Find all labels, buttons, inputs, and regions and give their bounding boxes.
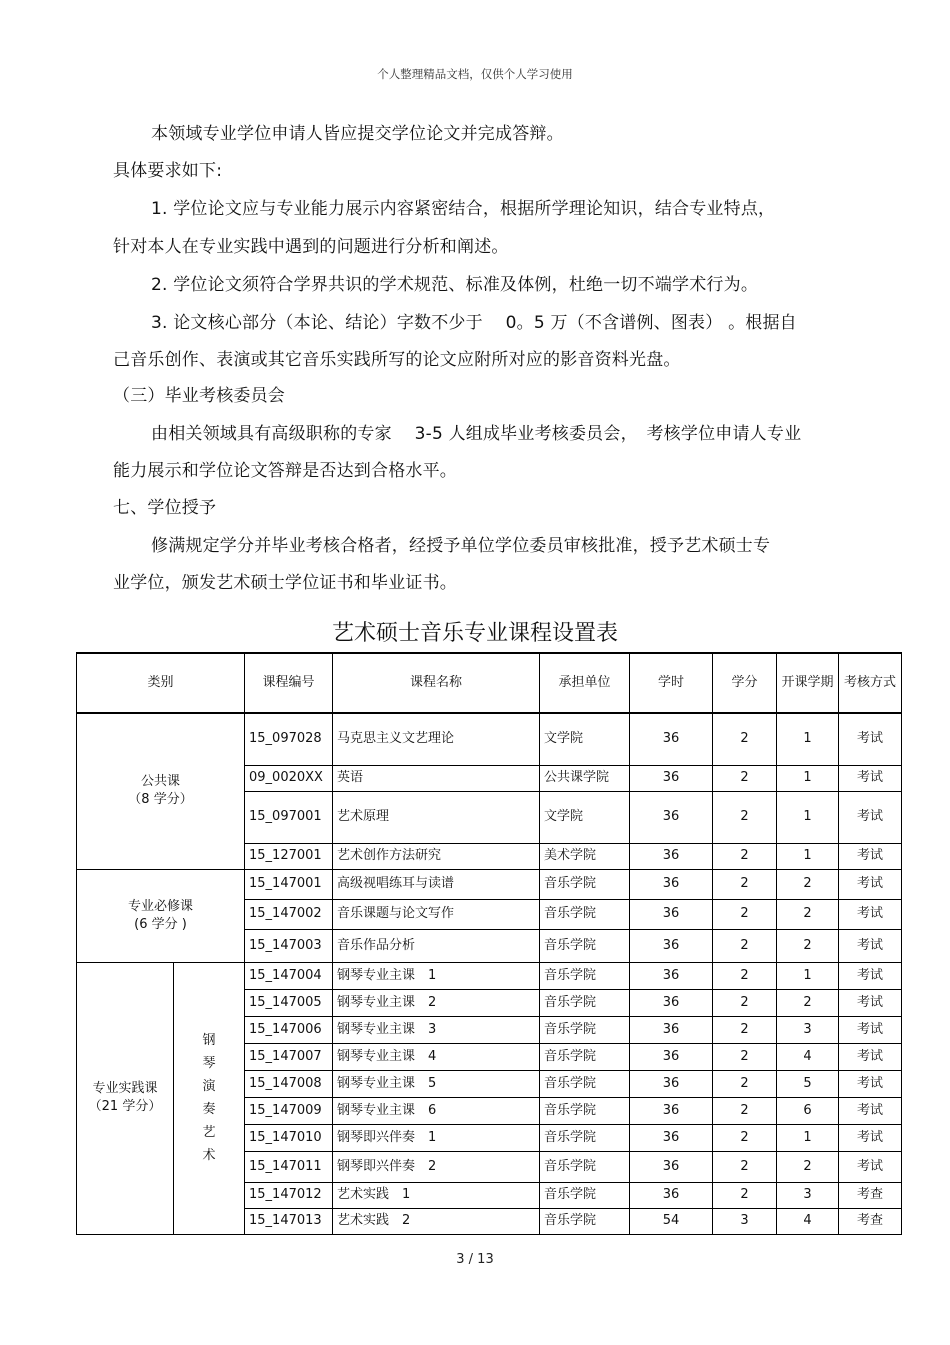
course-name: 艺术实践 1 bbox=[333, 1182, 540, 1208]
course-code: 15_147010 bbox=[245, 1124, 333, 1151]
course-exam: 考试 bbox=[839, 1124, 902, 1151]
course-credit: 2 bbox=[713, 899, 777, 929]
course-term: 2 bbox=[777, 899, 839, 929]
course-hours: 36 bbox=[630, 1151, 713, 1182]
paragraph: 针对本人在专业实践中遇到的问题进行分析和阐述。 bbox=[113, 237, 509, 257]
course-name: 高级视唱练耳与读谱 bbox=[333, 869, 540, 899]
course-unit: 音乐学院 bbox=[540, 1182, 630, 1208]
course-exam: 考试 bbox=[839, 1070, 902, 1097]
course-term: 1 bbox=[777, 843, 839, 869]
subgroup-name: 钢琴演奏艺术 bbox=[202, 1033, 216, 1163]
course-exam: 考试 bbox=[839, 989, 902, 1016]
course-name: 钢琴即兴伴奏 2 bbox=[333, 1151, 540, 1182]
course-term: 1 bbox=[777, 791, 839, 843]
course-credit: 2 bbox=[713, 962, 777, 989]
course-name: 艺术原理 bbox=[333, 791, 540, 843]
course-credit: 2 bbox=[713, 1182, 777, 1208]
course-name: 钢琴专业主课 3 bbox=[333, 1016, 540, 1043]
page-number: 3 / 13 bbox=[456, 1252, 494, 1267]
group-credits: （21 学分） bbox=[88, 1099, 162, 1114]
group-practice bbox=[77, 962, 174, 1234]
course-hours: 36 bbox=[630, 1124, 713, 1151]
course-unit: 音乐学院 bbox=[540, 989, 630, 1016]
course-name: 英语 bbox=[333, 765, 540, 791]
course-unit: 音乐学院 bbox=[540, 1016, 630, 1043]
paragraph: 能力展示和学位论文答辩是否达到合格水平。 bbox=[113, 461, 457, 481]
course-code: 15_147002 bbox=[245, 899, 333, 929]
course-name: 马克思主义文艺理论 bbox=[333, 713, 540, 765]
course-code: 15_147003 bbox=[245, 929, 333, 962]
table-row bbox=[77, 713, 902, 765]
course-term: 4 bbox=[777, 1043, 839, 1070]
course-unit: 音乐学院 bbox=[540, 929, 630, 962]
course-credit: 3 bbox=[713, 1208, 777, 1234]
course-unit: 音乐学院 bbox=[540, 1151, 630, 1182]
course-hours: 36 bbox=[630, 899, 713, 929]
course-credit: 2 bbox=[713, 1124, 777, 1151]
course-hours: 36 bbox=[630, 1070, 713, 1097]
course-term: 1 bbox=[777, 1124, 839, 1151]
course-exam: 考试 bbox=[839, 1097, 902, 1124]
course-exam: 考查 bbox=[839, 1182, 902, 1208]
course-credit: 2 bbox=[713, 1043, 777, 1070]
course-unit: 公共课学院 bbox=[540, 765, 630, 791]
course-credit: 2 bbox=[713, 765, 777, 791]
course-exam: 考试 bbox=[839, 1016, 902, 1043]
course-code: 15_147011 bbox=[245, 1151, 333, 1182]
section-heading: 七、学位授予 bbox=[113, 498, 217, 518]
course-code: 15_147006 bbox=[245, 1016, 333, 1043]
course-name: 音乐课题与论文写作 bbox=[333, 899, 540, 929]
course-exam: 考试 bbox=[839, 899, 902, 929]
group-credits: (6 学分 ) bbox=[134, 916, 187, 932]
course-unit: 音乐学院 bbox=[540, 962, 630, 989]
course-unit: 音乐学院 bbox=[540, 1124, 630, 1151]
course-unit: 文学院 bbox=[540, 791, 630, 843]
group-name: 公共课 bbox=[141, 774, 181, 790]
header-exam: 考核方式 bbox=[839, 653, 902, 713]
course-exam: 考试 bbox=[839, 843, 902, 869]
header-course-code: 课程编号 bbox=[245, 653, 333, 713]
course-code: 15_147005 bbox=[245, 989, 333, 1016]
paragraph: 业学位，颁发艺术硕士学位证书和毕业证书。 bbox=[113, 573, 457, 593]
course-credit: 2 bbox=[713, 1016, 777, 1043]
course-hours: 36 bbox=[630, 869, 713, 899]
course-name: 钢琴专业主课 2 bbox=[333, 989, 540, 1016]
course-credit: 2 bbox=[713, 1097, 777, 1124]
course-code: 15_147008 bbox=[245, 1070, 333, 1097]
table-title: 艺术硕士音乐专业课程设置表 bbox=[331, 621, 618, 646]
course-hours: 36 bbox=[630, 843, 713, 869]
course-term: 1 bbox=[777, 765, 839, 791]
header-category: 类别 bbox=[77, 653, 245, 713]
course-code: 15_097001 bbox=[245, 791, 333, 843]
course-exam: 考试 bbox=[839, 1043, 902, 1070]
course-credit: 2 bbox=[713, 869, 777, 899]
paragraph: 本领域专业学位申请人皆应提交学位论文并完成答辩。 bbox=[151, 124, 564, 144]
course-name: 音乐作品分析 bbox=[333, 929, 540, 962]
header-credits: 学分 bbox=[713, 653, 777, 713]
table-row bbox=[77, 962, 902, 989]
header-unit: 承担单位 bbox=[540, 653, 630, 713]
course-name: 钢琴专业主课 4 bbox=[333, 1043, 540, 1070]
course-term: 6 bbox=[777, 1097, 839, 1124]
group-credits: （8 学分） bbox=[128, 792, 193, 808]
paragraph: 1. 学位论文应与专业能力展示内容紧密结合，根据所学理论知识，结合专业特点， bbox=[151, 199, 776, 219]
course-hours: 54 bbox=[630, 1208, 713, 1234]
course-hours: 36 bbox=[630, 1182, 713, 1208]
course-exam: 考试 bbox=[839, 1151, 902, 1182]
course-exam: 考试 bbox=[839, 765, 902, 791]
course-code: 15_147007 bbox=[245, 1043, 333, 1070]
course-code: 15_127001 bbox=[245, 843, 333, 869]
course-unit: 音乐学院 bbox=[540, 1043, 630, 1070]
course-code: 15_147001 bbox=[245, 869, 333, 899]
paragraph: 3. 论文核心部分（本论、结论）字数不少于 0。5 万（不含谱例、图表） 。根据自 bbox=[151, 313, 797, 333]
course-name: 钢琴即兴伴奏 1 bbox=[333, 1124, 540, 1151]
course-term: 3 bbox=[777, 1016, 839, 1043]
course-hours: 36 bbox=[630, 791, 713, 843]
course-hours: 36 bbox=[630, 989, 713, 1016]
page-header: 个人整理精品文档，仅供个人学习使用 bbox=[377, 67, 573, 81]
header-term: 开课学期 bbox=[777, 653, 839, 713]
course-unit: 美术学院 bbox=[540, 843, 630, 869]
course-hours: 36 bbox=[630, 1016, 713, 1043]
course-credit: 2 bbox=[713, 1070, 777, 1097]
course-unit: 音乐学院 bbox=[540, 899, 630, 929]
header-course-name: 课程名称 bbox=[333, 653, 540, 713]
course-exam: 考试 bbox=[839, 962, 902, 989]
paragraph: 2. 学位论文须符合学界共识的学术规范、标准及体例，杜绝一切不端学术行为。 bbox=[151, 275, 759, 295]
course-name: 钢琴专业主课 5 bbox=[333, 1070, 540, 1097]
course-exam: 考试 bbox=[839, 929, 902, 962]
course-exam: 考试 bbox=[839, 869, 902, 899]
course-exam: 考试 bbox=[839, 791, 902, 843]
course-exam: 考查 bbox=[839, 1208, 902, 1234]
course-code: 15_147013 bbox=[245, 1208, 333, 1234]
course-hours: 36 bbox=[630, 765, 713, 791]
course-name: 钢琴专业主课 6 bbox=[333, 1097, 540, 1124]
course-credit: 2 bbox=[713, 1151, 777, 1182]
course-term: 1 bbox=[777, 962, 839, 989]
paragraph: 具体要求如下: bbox=[113, 161, 223, 181]
course-credit: 2 bbox=[713, 713, 777, 765]
course-credit: 2 bbox=[713, 843, 777, 869]
group-required bbox=[77, 869, 245, 962]
course-credit: 2 bbox=[713, 989, 777, 1016]
course-hours: 36 bbox=[630, 962, 713, 989]
course-table bbox=[76, 652, 902, 1235]
course-code: 15_097028 bbox=[245, 713, 333, 765]
course-exam: 考试 bbox=[839, 713, 902, 765]
course-term: 2 bbox=[777, 929, 839, 962]
subgroup-piano bbox=[174, 962, 245, 1234]
course-unit: 文学院 bbox=[540, 713, 630, 765]
course-term: 1 bbox=[777, 713, 839, 765]
course-name: 艺术实践 2 bbox=[333, 1208, 540, 1234]
course-credit: 2 bbox=[713, 929, 777, 962]
course-hours: 36 bbox=[630, 1043, 713, 1070]
course-hours: 36 bbox=[630, 713, 713, 765]
course-hours: 36 bbox=[630, 929, 713, 962]
group-name: 专业必修课 bbox=[128, 898, 194, 914]
table-row bbox=[77, 869, 902, 899]
paragraph: 己音乐创作、表演或其它音乐实践所写的论文应附所对应的影音资料光盘。 bbox=[113, 350, 681, 370]
course-term: 2 bbox=[777, 869, 839, 899]
course-code: 09_0020XX bbox=[245, 765, 333, 791]
course-code: 15_147009 bbox=[245, 1097, 333, 1124]
course-unit: 音乐学院 bbox=[540, 1070, 630, 1097]
course-code: 15_147012 bbox=[245, 1182, 333, 1208]
course-term: 5 bbox=[777, 1070, 839, 1097]
header-hours: 学时 bbox=[630, 653, 713, 713]
course-name: 钢琴专业主课 1 bbox=[333, 962, 540, 989]
group-public bbox=[77, 713, 245, 869]
course-unit: 音乐学院 bbox=[540, 1097, 630, 1124]
course-term: 2 bbox=[777, 1151, 839, 1182]
section-heading: （三）毕业考核委员会 bbox=[113, 386, 285, 406]
course-code: 15_147004 bbox=[245, 962, 333, 989]
paragraph: 由相关领域具有高级职称的专家 3-5 人组成毕业考核委员会， 考核学位申请人专业 bbox=[151, 424, 802, 444]
course-unit: 音乐学院 bbox=[540, 1208, 630, 1234]
course-hours: 36 bbox=[630, 1097, 713, 1124]
table-header-row bbox=[77, 653, 902, 713]
course-name: 艺术创作方法研究 bbox=[333, 843, 540, 869]
course-unit: 音乐学院 bbox=[540, 869, 630, 899]
course-credit: 2 bbox=[713, 791, 777, 843]
group-name: 专业实践课 bbox=[92, 1081, 158, 1096]
course-term: 4 bbox=[777, 1208, 839, 1234]
course-term: 2 bbox=[777, 989, 839, 1016]
paragraph: 修满规定学分并毕业考核合格者，经授予单位学位委员审核批准，授予艺术硕士专 bbox=[151, 536, 771, 556]
course-term: 3 bbox=[777, 1182, 839, 1208]
